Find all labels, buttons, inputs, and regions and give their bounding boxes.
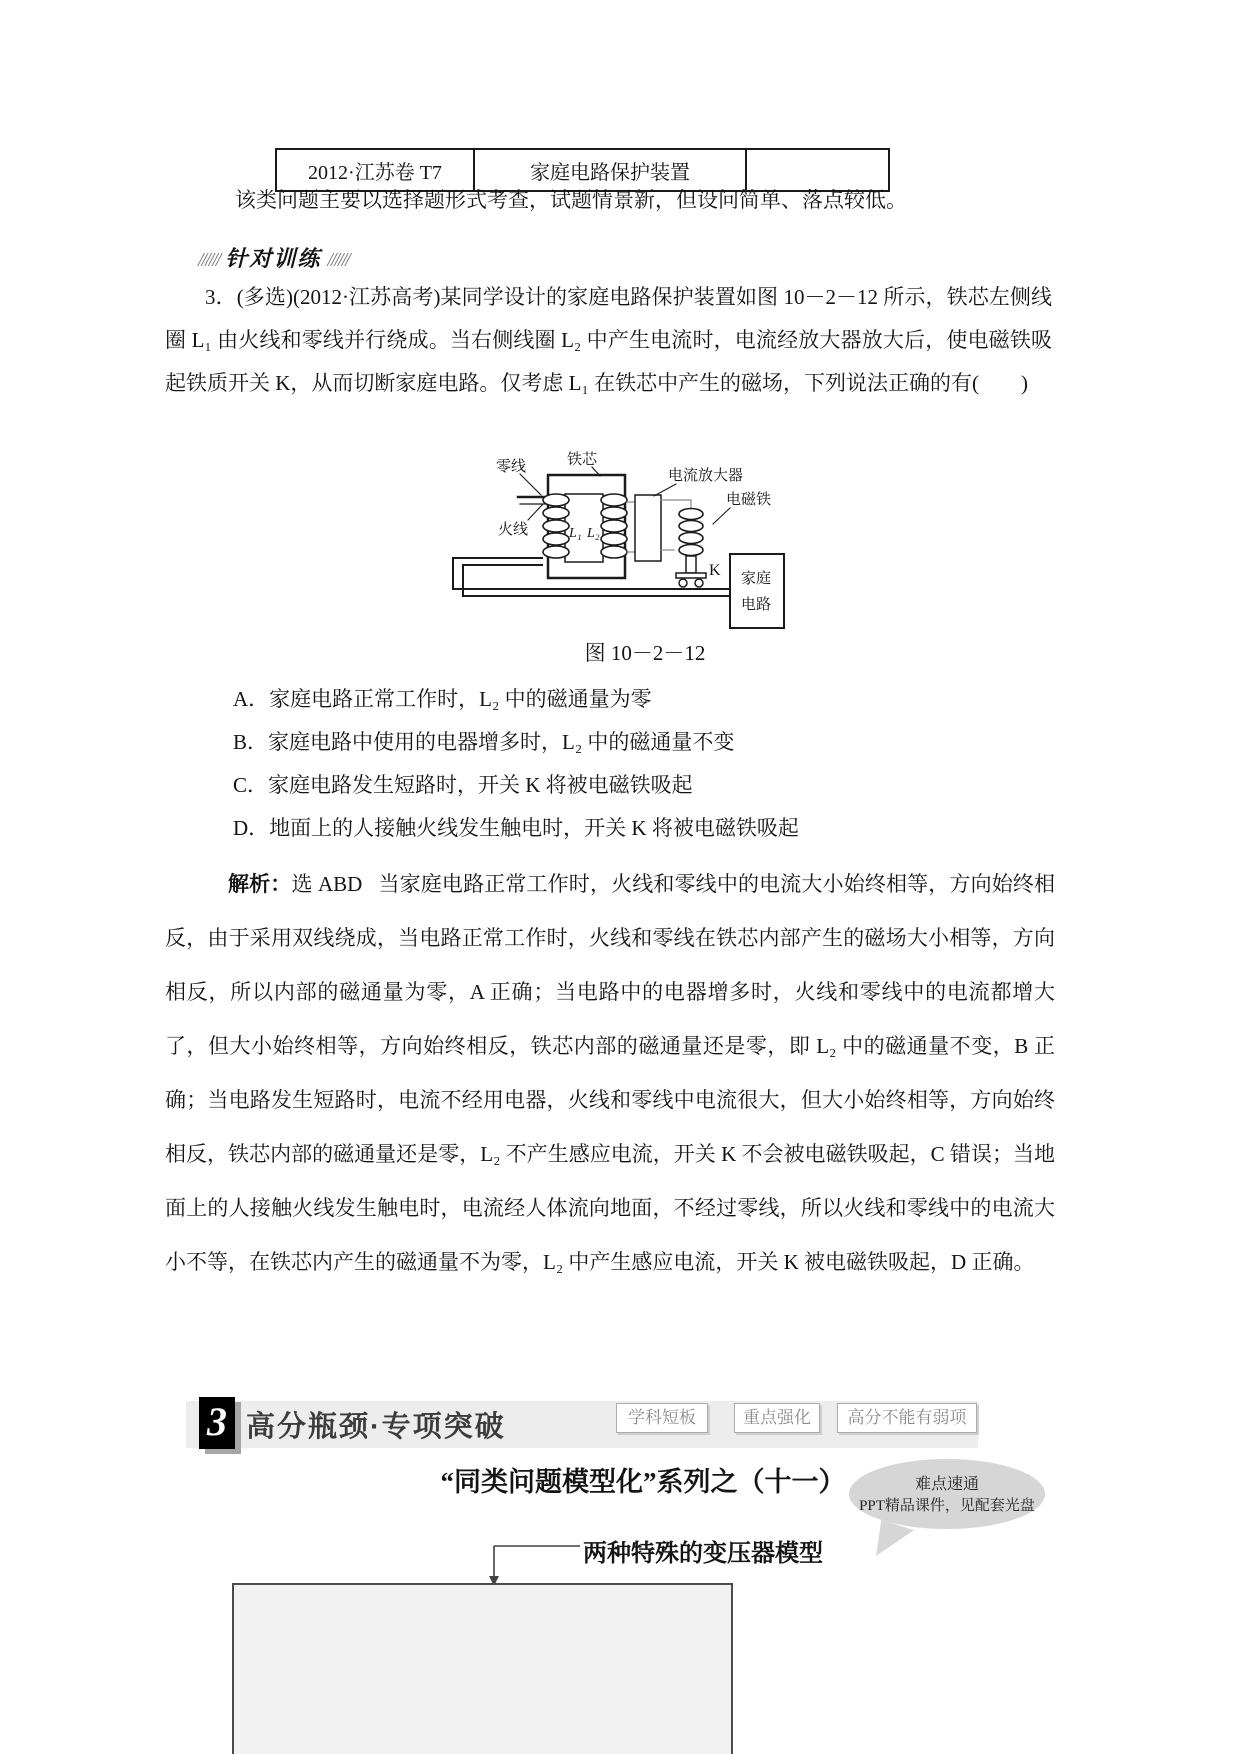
model-label: 两种特殊的变压器模型	[583, 1541, 823, 1567]
analysis-label: 解析：	[228, 872, 292, 896]
training-header-label: 针对训练	[225, 246, 322, 271]
live-line-label: 火线	[498, 522, 529, 538]
section-banner-title: 高分瓶颈·专项突破	[246, 1411, 506, 1443]
switch-k-label: K	[709, 562, 721, 579]
question-stem: 3．(多选)(2012·江苏高考)某同学设计的家庭电路保护装置如图 10－2－12 所示，铁芯左侧线圈 L₁ 由火线和零线并行绕成。当右侧线圈 L₂ 中产生电流时，电流经放大器放大后，使电磁铁吸起铁质开关 K，从而切断家庭电路。仅考虑 L₁ 在铁芯中产生的磁场，下列说法正确的有( )	[165, 285, 1052, 395]
tab-no-weak-points: 高分不能有弱项	[837, 1403, 977, 1433]
option-d: D．地面上的人接触火线发生触电时，开关 K 将被电磁铁吸起	[233, 816, 799, 840]
analysis-body: 当家庭电路正常工作时，火线和零线中的电流大小始终相等，方向始终相反，由于采用双线绕成，当电路正常工作时，火线和零线在铁芯内部产生的磁场大小相等，方向相反，所以内部的磁通量为零，A 正确；当电路中的电器增多时，火线和零线中的电流都增大了，但大小始终相等，方向始终相反，铁芯内部的磁通量还是零，即 L₂ 中的磁通量不变，B 正确；当电路发生短路时，电流不经用电器，火线和零线中电流很大，但大小始终相等，方向始终相反，铁芯内部的磁通量还是零，L₂ 不产生感应电流，开关 K 不会被电磁铁吸起，C 错误；当地面上的人接触火线发生触电时，电流经人体流向地面，不经过零线，所以火线和零线中的电流大小不等，在铁芯内产生的磁通量不为零，L₂ 中产生感应电流，开关 K 被电磁铁吸起，D 正确。	[165, 872, 1056, 1274]
figure-caption: 图 10－2－12	[584, 641, 706, 665]
intro-text: 该类问题主要以选择题形式考查，试题情景新，但设问简单、落点较低。	[235, 188, 907, 212]
tab-subject-weakness: 学科短板	[616, 1403, 708, 1433]
table-row	[276, 149, 889, 191]
home-circuit-label-2: 电路	[741, 597, 772, 613]
current-amplifier-box	[635, 495, 661, 561]
analysis-answer: 选 ABD	[291, 872, 363, 896]
tab-key-reinforce: 重点强化	[734, 1403, 820, 1433]
coil-l1	[543, 494, 569, 558]
iron-core-label: 铁芯	[567, 452, 598, 468]
coil-l1-label: L₁	[569, 526, 582, 541]
table-cell-topic: 家庭电路保护装置	[474, 149, 746, 191]
electromagnet-coil	[679, 509, 703, 556]
speech-bubble	[849, 1459, 1045, 1529]
amplifier-label: 电流放大器	[668, 468, 744, 484]
series-title: “同类问题模型化”系列之（十一）	[440, 1467, 846, 1497]
option-c: C．家庭电路发生短路时，开关 K 将被电磁铁吸起	[233, 773, 693, 797]
training-header	[198, 242, 349, 273]
table-cell-empty	[746, 149, 889, 191]
electromagnet-label: 电磁铁	[726, 492, 772, 508]
circuit-diagram	[430, 440, 790, 640]
switch-armature	[676, 556, 706, 587]
home-circuit-label-1: 家庭	[741, 571, 772, 587]
bubble-line-1: 难点速通	[914, 1476, 979, 1493]
slash-decoration-right: //////	[327, 249, 349, 271]
option-b: B．家庭电路中使用的电器增多时，L₂ 中的磁通量不变	[233, 730, 735, 754]
option-list	[233, 678, 1053, 850]
content-box-cutoff	[232, 1583, 733, 1754]
table-cell-exam: 2012·江苏卷 T7	[276, 149, 474, 191]
bubble-line-2: PPT精品课件，见配套光盘	[859, 1498, 1035, 1514]
neutral-line-label: 零线	[496, 459, 527, 475]
section-number-badge: 3	[199, 1397, 235, 1449]
analysis-paragraph	[165, 857, 1055, 1289]
option-a: A．家庭电路正常工作时，L₂ 中的磁通量为零	[233, 687, 652, 711]
home-circuit-box	[730, 554, 784, 628]
coil-l2-label: L₂	[587, 526, 600, 541]
slash-decoration-left: //////	[198, 249, 220, 271]
coil-l2	[601, 494, 627, 558]
